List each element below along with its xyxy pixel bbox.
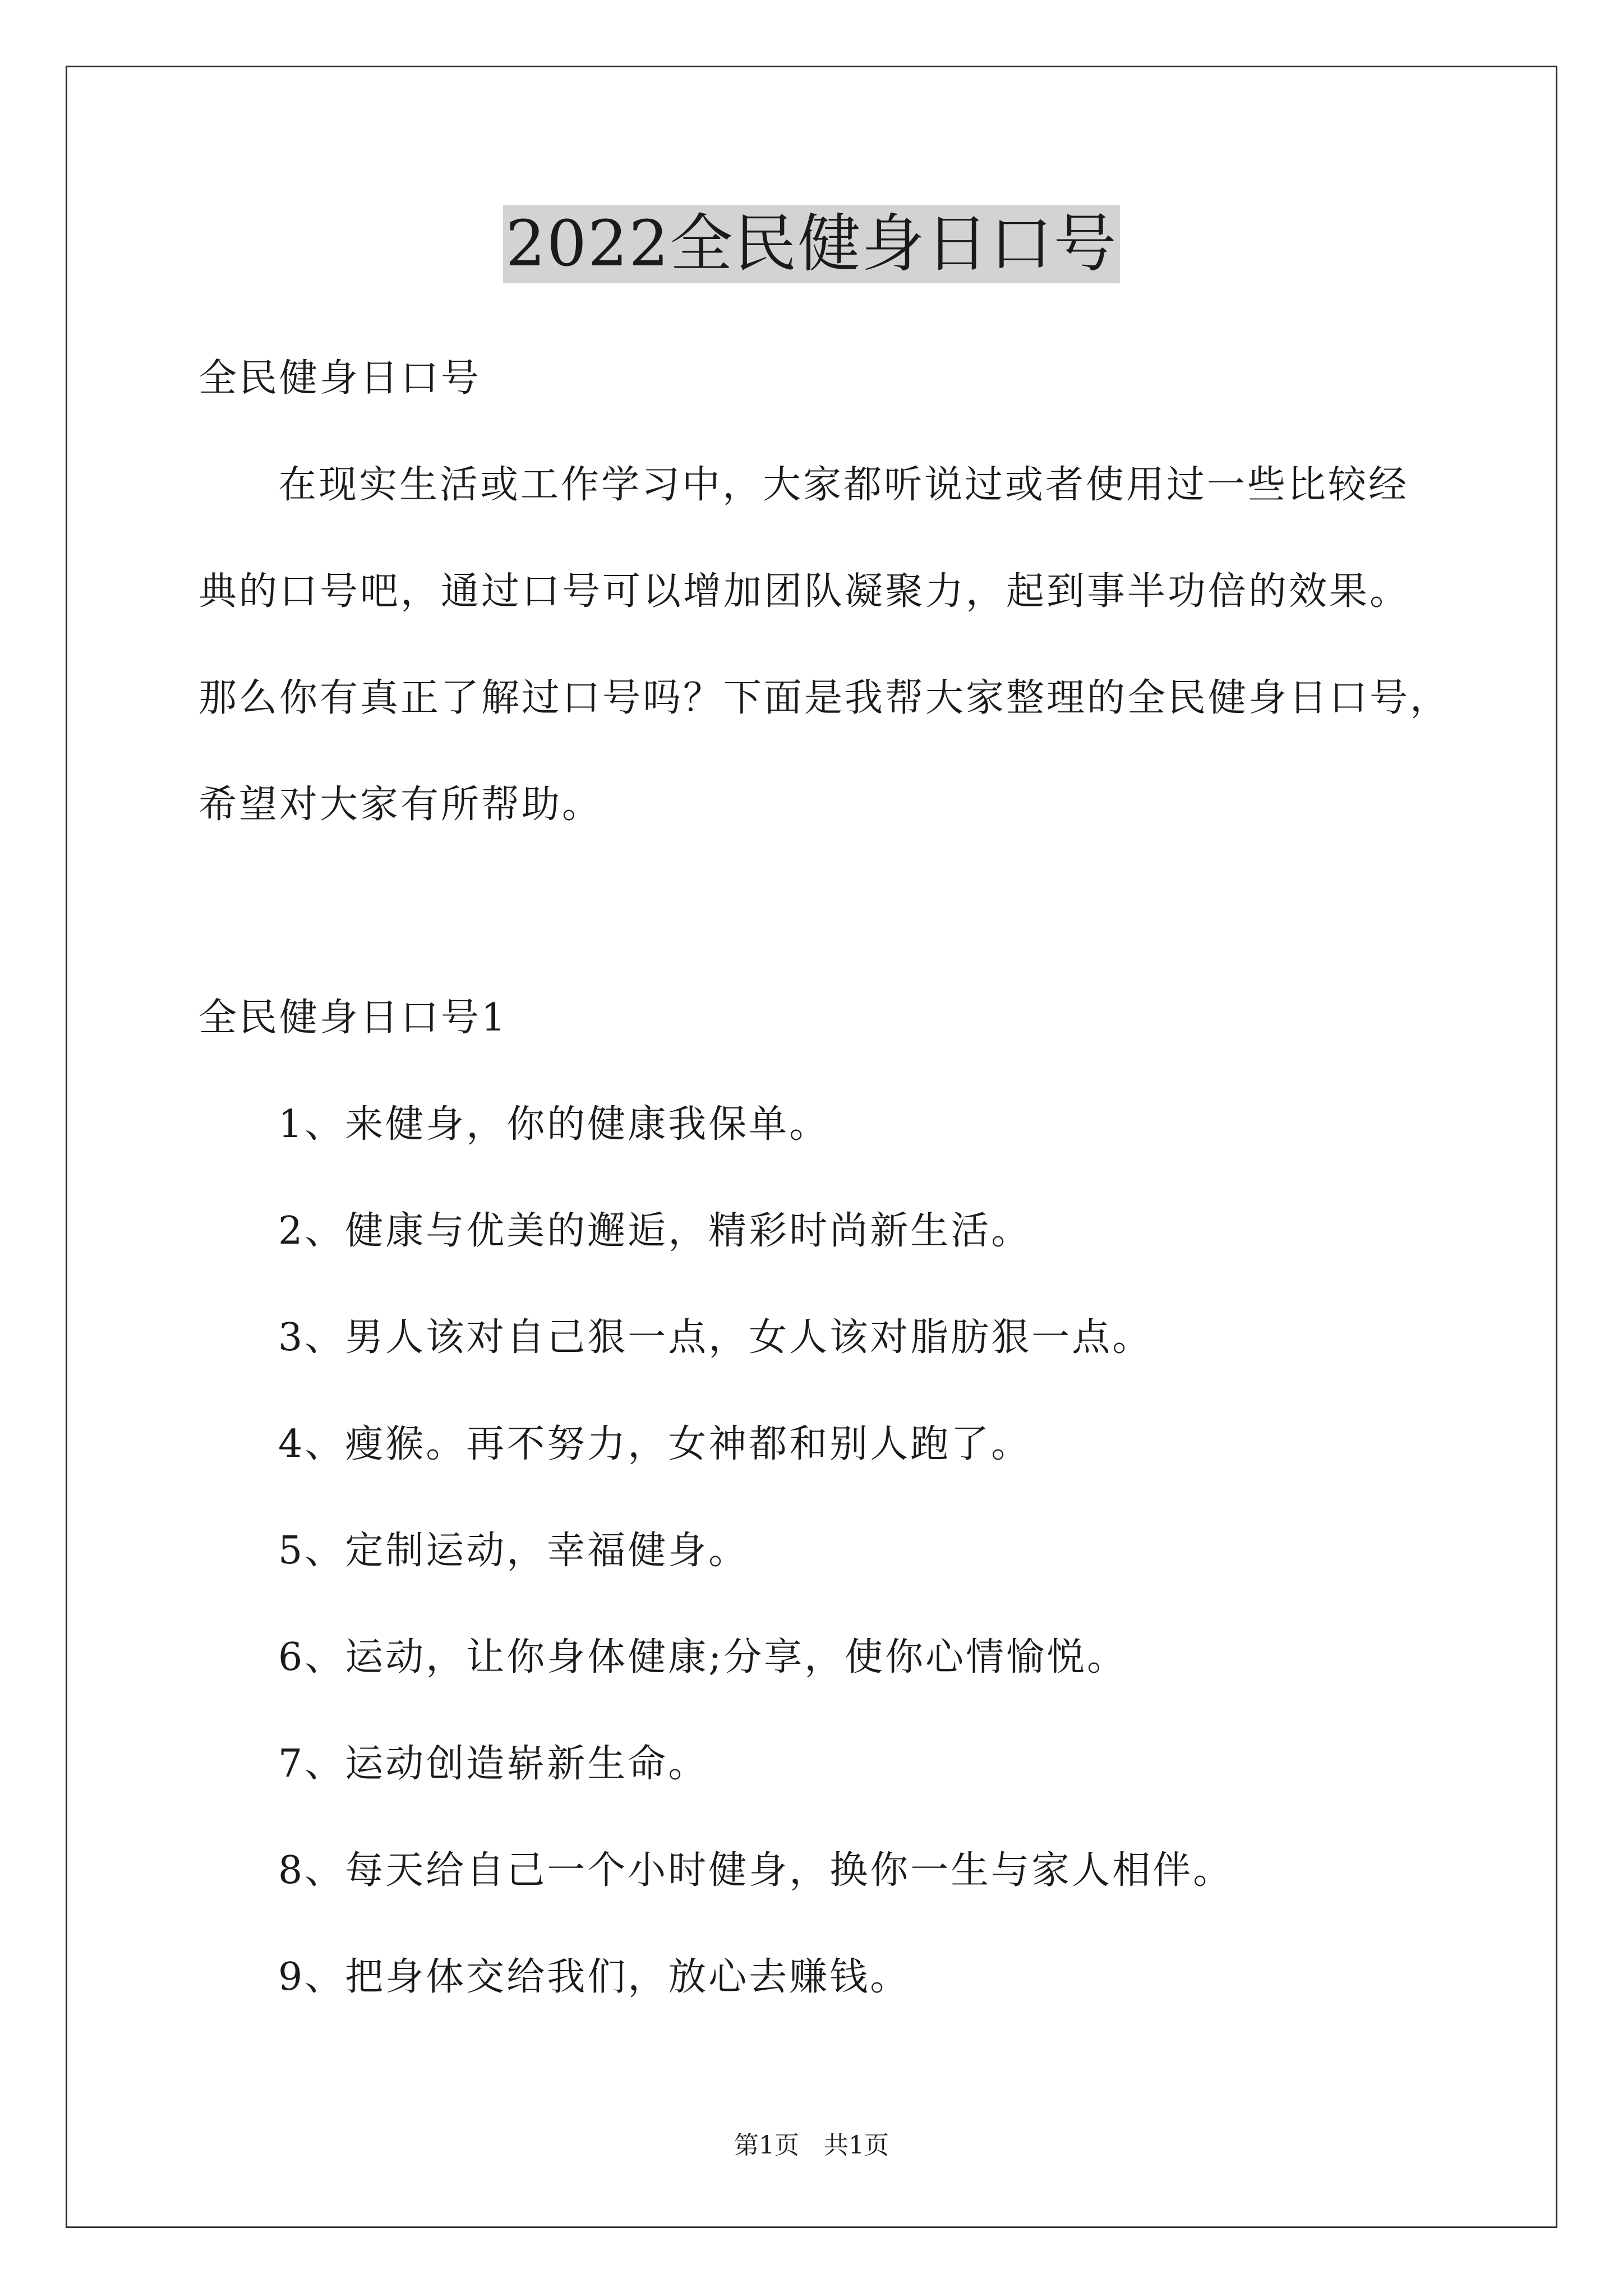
slogan-item-2: 2、健康与优美的邂逅，精彩时尚新生活。 [278,1209,1032,1253]
title-container [0,205,1623,283]
slogan-item-1: 1、来健身，你的健康我保单。 [278,1102,830,1147]
slogan-item-9: 9、把身体交给我们，放心去赚钱。 [278,1955,911,1999]
page-number-footer: 第1页 共1页 [734,2131,889,2160]
intro-line-1: 在现实生活或工作学习中，大家都听说过或者使用过一些比较经 [278,463,1409,507]
document-title: 2022全民健身日口号 [503,205,1119,283]
slogan-item-5: 5、定制运动，幸福健身。 [278,1529,749,1573]
slogan-item-7: 7、运动创造崭新生命。 [278,1742,709,1786]
slogan-item-3: 3、男人该对自己狠一点，女人该对脂肪狠一点。 [278,1315,1153,1360]
intro-line-2: 典的口号吧，通过口号可以增加团队凝聚力，起到事半功倍的效果。 [199,569,1410,614]
intro-heading: 全民健身日口号 [199,356,482,401]
intro-line-4: 希望对大家有所帮助。 [199,783,603,827]
slogan-item-4: 4、瘦猴。再不努力，女神都和别人跑了。 [278,1422,1032,1466]
slogan-item-8: 8、每天给自己一个小时健身，换你一生与家人相伴。 [278,1848,1234,1893]
slogan-item-6: 6、运动，让你身体健康;分享，使你心情愉悦。 [278,1635,1128,1680]
intro-line-3: 那么你有真正了解过口号吗？下面是我帮大家整理的全民健身日口号， [199,676,1451,720]
section-heading: 全民健身日口号1 [199,996,508,1040]
